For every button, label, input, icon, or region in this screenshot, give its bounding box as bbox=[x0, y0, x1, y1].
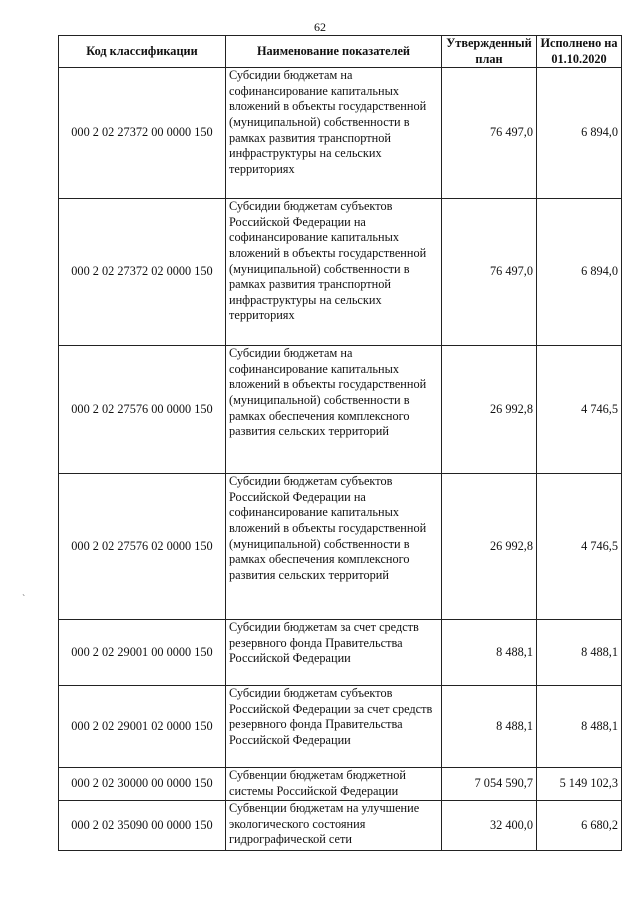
row-done: 4 746,5 bbox=[537, 346, 622, 474]
row-done: 8 488,1 bbox=[537, 620, 622, 686]
row-code: 000 2 02 27372 00 0000 150 bbox=[59, 68, 226, 199]
table-row bbox=[59, 801, 622, 851]
table-row bbox=[59, 768, 622, 801]
row-done: 6 894,0 bbox=[537, 199, 622, 346]
row-plan: 76 497,0 bbox=[442, 199, 537, 346]
row-name: Субсидии бюджетам субъектов Российской Федерации за счет средств резервного фонда Правительства Российской Федерации bbox=[226, 686, 442, 768]
row-plan: 7 054 590,7 bbox=[442, 768, 537, 801]
page-number: 62 bbox=[314, 20, 326, 34]
row-done: 5 149 102,3 bbox=[537, 768, 622, 801]
table-row bbox=[59, 346, 622, 474]
table-row bbox=[59, 620, 622, 686]
row-plan: 32 400,0 bbox=[442, 801, 537, 851]
header-row bbox=[59, 36, 622, 68]
row-done: 6 894,0 bbox=[537, 68, 622, 199]
table-row bbox=[59, 199, 622, 346]
row-code: 000 2 02 35090 00 0000 150 bbox=[59, 801, 226, 851]
row-plan: 8 488,1 bbox=[442, 620, 537, 686]
row-plan: 26 992,8 bbox=[442, 474, 537, 620]
row-done: 4 746,5 bbox=[537, 474, 622, 620]
row-plan: 8 488,1 bbox=[442, 686, 537, 768]
margin-mark: ` bbox=[22, 594, 26, 605]
header-code: Код классификации bbox=[59, 36, 226, 68]
table-row bbox=[59, 686, 622, 768]
row-name: Субсидии бюджетам субъектов Российской Федерации на софинансирование капитальных вложений в объекты государственной (муниципальной) собственности в рамках обеспечения комплексного развития сельских территорий bbox=[226, 474, 442, 620]
row-done: 8 488,1 bbox=[537, 686, 622, 768]
row-code: 000 2 02 27576 00 0000 150 bbox=[59, 346, 226, 474]
row-done: 6 680,2 bbox=[537, 801, 622, 851]
header-plan: Утвержденный план bbox=[442, 36, 537, 68]
row-name: Субвенции бюджетам бюджетной системы Российской Федерации bbox=[226, 768, 442, 801]
budget-table bbox=[58, 35, 622, 851]
row-code: 000 2 02 30000 00 0000 150 bbox=[59, 768, 226, 801]
row-name: Субсидии бюджетам на софинансирование капитальных вложений в объекты государственной (муниципальной) собственности в рамках обеспечения комплексного развития сельских территорий bbox=[226, 346, 442, 474]
row-name: Субсидии бюджетам на софинансирование капитальных вложений в объекты государственной (муниципальной) собственности в рамках развития транспортной инфраструктуры на сельских территориях bbox=[226, 68, 442, 199]
row-code: 000 2 02 29001 00 0000 150 bbox=[59, 620, 226, 686]
row-code: 000 2 02 27576 02 0000 150 bbox=[59, 474, 226, 620]
table-row bbox=[59, 474, 622, 620]
header-name: Наименование показателей bbox=[226, 36, 442, 68]
table-row bbox=[59, 68, 622, 199]
row-code: 000 2 02 27372 02 0000 150 bbox=[59, 199, 226, 346]
row-name: Субвенции бюджетам на улучшение экологического состояния гидрографической сети bbox=[226, 801, 442, 851]
row-name: Субсидии бюджетам за счет средств резервного фонда Правительства Российской Федерации bbox=[226, 620, 442, 686]
header-done: Исполнено на 01.10.2020 bbox=[537, 36, 622, 68]
row-name: Субсидии бюджетам субъектов Российской Федерации на софинансирование капитальных вложений в объекты государственной (муниципальной) собственности в рамках развития транспортной инфраструктуры на сельских территориях bbox=[226, 199, 442, 346]
row-code: 000 2 02 29001 02 0000 150 bbox=[59, 686, 226, 768]
row-plan: 76 497,0 bbox=[442, 68, 537, 199]
row-plan: 26 992,8 bbox=[442, 346, 537, 474]
